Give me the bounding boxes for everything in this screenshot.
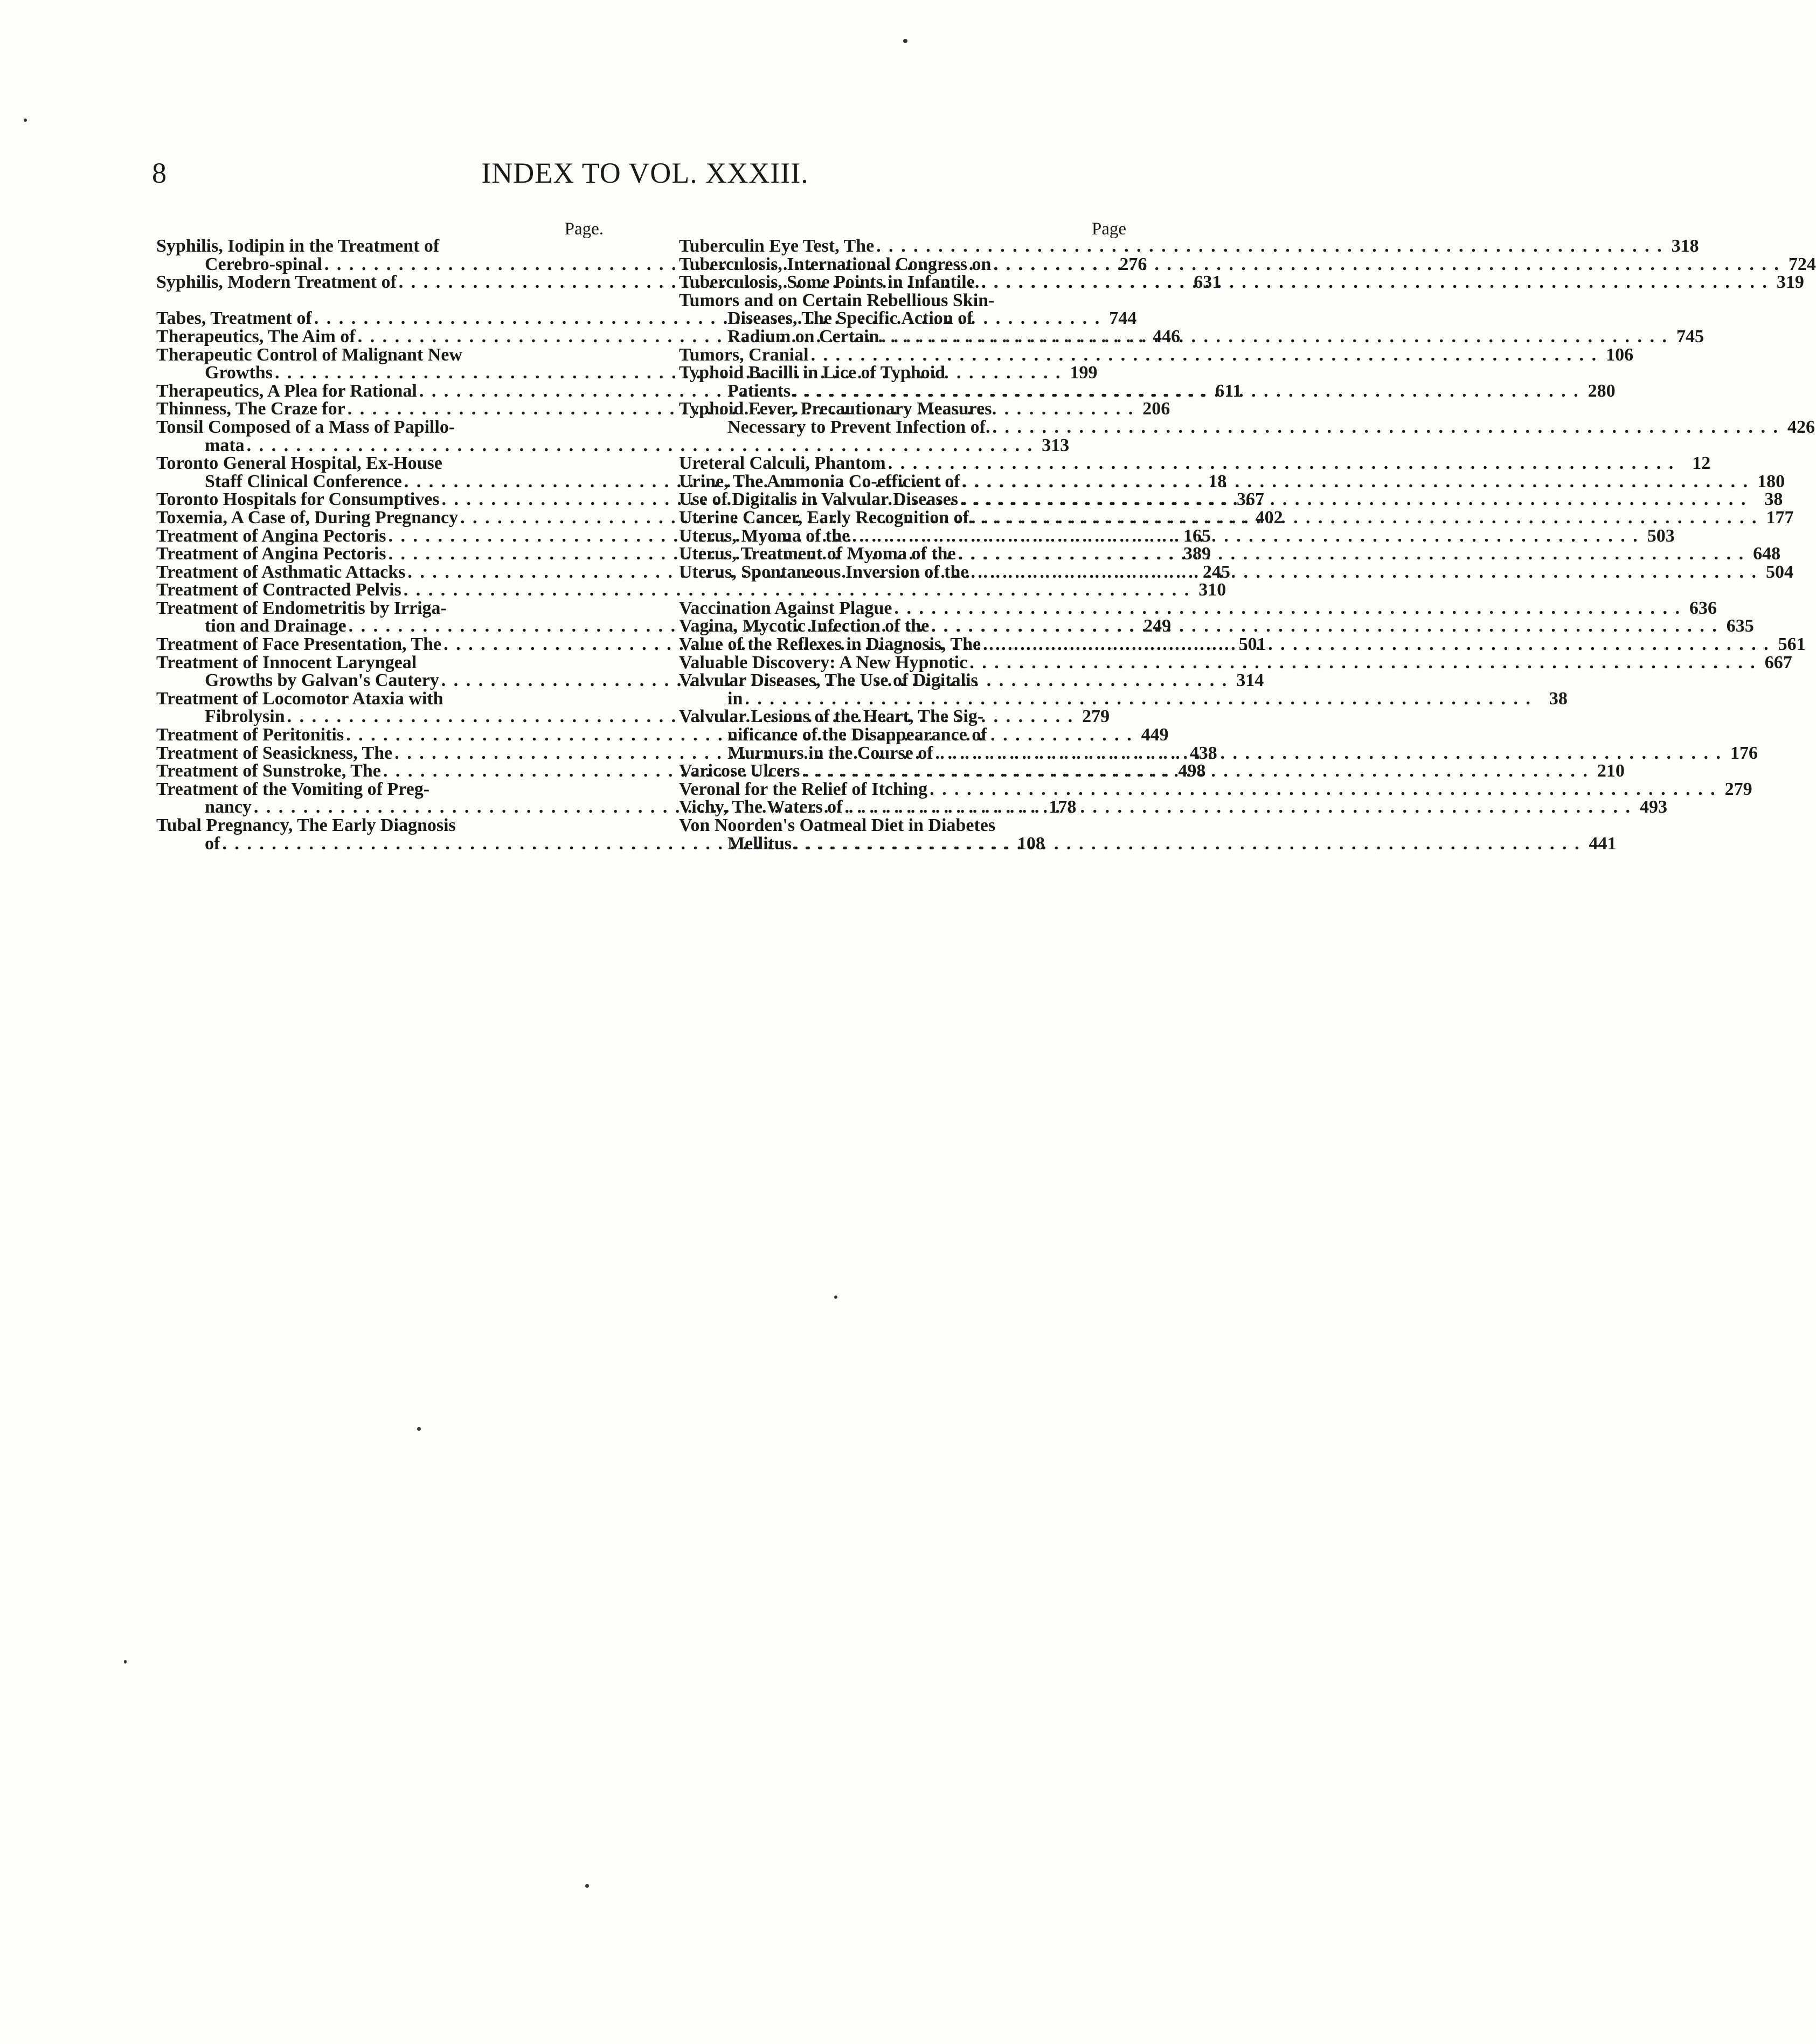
entry-text-line: nificance of the Disappearance of <box>727 725 987 745</box>
dot-leader <box>874 237 1666 255</box>
entry-text-line: Tumors and on Certain Rebellious Skin- <box>679 290 995 310</box>
dot-leader <box>886 454 1678 473</box>
scan-speck <box>417 1427 421 1431</box>
dot-leader <box>791 382 1582 400</box>
dot-leader <box>743 690 1534 708</box>
dot-leader <box>933 744 1725 763</box>
entry-page-number: 319 <box>1776 272 1804 293</box>
entry-page-number: 561 <box>1778 634 1806 655</box>
entry-text-line: Use of Digitalis in Valvular Diseases <box>679 489 958 510</box>
entry-text-line: Valvular Lesions of the Heart, The Sig- <box>679 706 984 727</box>
entry-page-number: 493 <box>1640 797 1667 817</box>
entry-page-number: 611 <box>1215 380 1242 401</box>
entry-text-line: Uterus, Treatment of Myoma of the <box>679 544 956 564</box>
scan-speck <box>124 1660 127 1664</box>
entry-page-number: 441 <box>1589 833 1617 854</box>
entry-text-line: Growths <box>205 363 273 383</box>
entry-page-number: 177 <box>1766 507 1794 528</box>
entry-page-number: 402 <box>1255 507 1283 528</box>
index-entry <box>156 580 1226 600</box>
entry-text-line: Ureteral Calculi, Phantom <box>679 453 886 474</box>
entry-page-number: 276 <box>1119 254 1147 274</box>
entry-text-line: Radium on Certain <box>727 326 879 347</box>
entry-text-line: Tumors, Cranial <box>679 344 809 365</box>
entry-page-number: 279 <box>1082 706 1110 727</box>
entry-text-line: Treatment of Angina Pectoris <box>156 525 386 546</box>
section-gap <box>679 581 1126 599</box>
entry-text-line: Toronto Hospitals for Consumptives <box>156 489 440 510</box>
entry-text-line: Toronto General Hospital, Ex-House <box>156 453 442 474</box>
entry-page-number: 12 <box>1692 453 1711 474</box>
entry-page-number: 314 <box>1236 670 1264 691</box>
entry-text-line: Tuberculin Eye Test, The <box>679 236 875 256</box>
entry-page-number: 446 <box>1153 326 1181 347</box>
dot-leader <box>850 527 1641 545</box>
entry-text-line: Mellitus <box>727 833 792 854</box>
entry-page-number: 724 <box>1788 254 1816 274</box>
entry-text-line: Typhoid Fever, Precautionary Measures <box>679 399 992 419</box>
index-entry <box>679 815 1617 854</box>
index-entry <box>679 471 1785 491</box>
entry-text-line: Tabes, Treatment of <box>156 308 312 329</box>
entry-text-line: in <box>727 688 743 709</box>
dot-leader <box>990 418 1782 436</box>
entry-text-line: Uterus, Spontaneous Inversion of the <box>679 562 969 582</box>
entry-page-number: 249 <box>1143 616 1172 636</box>
entry-text-line: Vagina, Mycotic Infection of the <box>679 616 930 636</box>
entry-page-number: 176 <box>1730 743 1758 763</box>
entry-text-line: Valvular Diseases, The Use of Digitalis <box>679 670 978 691</box>
entry-text-line: Urine, The Ammonia Co-efficient of <box>679 471 960 491</box>
entry-page-number: 648 <box>1753 544 1781 564</box>
entry-text-line: Treatment of Locomotor Ataxia with <box>156 688 443 709</box>
index-entry <box>679 453 1711 474</box>
entry-text-line: Valuable Discovery: A New Hypnotic <box>679 652 968 673</box>
index-entry <box>679 779 1752 799</box>
entry-page-number: 636 <box>1689 598 1717 618</box>
section-gap <box>679 436 1126 455</box>
entry-page-number: 635 <box>1726 616 1754 636</box>
page-column-heading: Page. <box>564 219 604 239</box>
entry-text-line: Von Noorden's Oatmeal Diet in Diabetes <box>679 815 996 835</box>
section-gap <box>156 292 604 310</box>
page-title: INDEX TO VOL. XXXIII. <box>481 157 809 189</box>
entry-text-line: nancy <box>205 797 252 817</box>
dot-leader <box>809 346 1600 364</box>
entry-text-line: Tuberculosis, Some Points in Infantile. <box>679 272 980 293</box>
entry-page-number: 206 <box>1142 399 1170 419</box>
entry-text-line: Vichy, The Waters of <box>679 797 843 817</box>
entry-text-line: Treatment of Contracted Pelvis <box>156 580 401 600</box>
entry-page-number: 318 <box>1671 236 1699 256</box>
entry-text-line: Fibrolysin <box>205 706 285 727</box>
entry-text-line: Uterine Cancer, Early Recognition of <box>679 507 969 528</box>
entry-text-line: Treatment of Face Presentation, The <box>156 634 442 655</box>
entry-page-number: 199 <box>1070 363 1098 383</box>
entry-text-line: Typhoid Bacilli in Lice of Typhoid <box>679 363 946 383</box>
entry-page-number: 165 <box>1183 525 1211 546</box>
entry-text-line: Vaccination Against Plague <box>679 598 892 618</box>
dot-leader <box>879 328 1671 346</box>
entry-text-line: Growths by Galvan's Cautery <box>205 670 439 691</box>
entry-text-line: Treatment of Innocent Laryngeal <box>156 652 417 673</box>
entry-page-number: 280 <box>1588 380 1616 401</box>
page-column-heading: Page <box>1091 219 1126 239</box>
entry-text-line: Cerebro-spinal <box>205 254 322 274</box>
entry-text-line: tion and Drainage <box>205 616 346 636</box>
entry-page-number: 38 <box>1764 489 1783 510</box>
entry-page-number: 178 <box>1049 797 1077 817</box>
entry-text-line: Treatment of the Vomiting of Preg- <box>156 779 430 799</box>
entry-page-number: 503 <box>1647 525 1675 546</box>
entry-text-line: Therapeutics, A Plea for Rational <box>156 380 417 401</box>
entry-text-line: Therapeutic Control of Malignant New <box>156 344 462 365</box>
dot-leader <box>991 255 1783 274</box>
index-entry <box>679 652 1792 673</box>
entry-text-line: Treatment of Seasickness, The <box>156 743 393 763</box>
index-entry <box>679 236 1699 256</box>
scan-speck <box>834 1295 837 1299</box>
index-entry <box>679 598 1717 618</box>
dot-leader <box>960 473 1752 491</box>
entry-text-line: Therapeutics, The Aim of <box>156 326 356 347</box>
entry-page-number: 449 <box>1141 725 1169 745</box>
index-entry <box>679 344 1634 365</box>
scan-speck <box>903 39 907 43</box>
dot-leader <box>969 509 1760 527</box>
entry-page-number: 504 <box>1765 562 1793 582</box>
entry-text-line: mata <box>205 435 245 455</box>
entry-page-number: 279 <box>1724 779 1752 799</box>
dot-leader <box>927 780 1719 799</box>
entry-page-number: 389 <box>1183 544 1211 564</box>
entry-text-line: Murmurs in the Course of <box>727 743 933 763</box>
entry-page-number: 310 <box>1198 580 1226 600</box>
entry-text-line: Staff Clinical Conference <box>205 471 402 491</box>
dot-leader <box>843 798 1634 816</box>
entry-page-number: 108 <box>1017 833 1045 854</box>
entry-text-line: Tonsil Composed of a Mass of Papillo- <box>156 417 455 437</box>
scan-speck <box>24 119 27 122</box>
entry-text-line: Necessary to Prevent Infection of. <box>727 417 990 437</box>
entry-page-number: 438 <box>1189 743 1217 763</box>
entry-page-number: 180 <box>1757 471 1785 491</box>
entry-page-number: 210 <box>1597 761 1625 781</box>
entry-page-number: 426 <box>1787 417 1815 437</box>
entry-page-number: 38 <box>1549 688 1568 709</box>
entry-text-line: of <box>205 833 220 854</box>
entry-text-line: Diseases, The Specific Action of <box>727 308 973 329</box>
index-entry <box>679 797 1667 817</box>
entry-page-number: 106 <box>1606 344 1634 365</box>
dot-leader <box>792 835 1583 853</box>
page-number: 8 <box>152 157 167 189</box>
dot-leader <box>979 273 1771 292</box>
entry-text-line: Veronal for the Relief of Itching <box>679 779 928 799</box>
entry-text-line: Treatment of Asthmatic Attacks <box>156 562 406 582</box>
dot-leader <box>981 635 1772 654</box>
entry-text-line: Treatment of Angina Pectoris <box>156 544 386 564</box>
entry-page-number: 745 <box>1676 326 1704 347</box>
dot-leader <box>956 545 1748 563</box>
entry-text-line: Syphilis, Iodipin in the Treatment of <box>156 236 440 256</box>
dot-leader <box>967 654 1759 672</box>
entry-page-number: 631 <box>1194 272 1222 293</box>
entry-text-line: Treatment of Endometritis by Irriga- <box>156 598 447 618</box>
entry-page-number: 744 <box>1109 308 1137 329</box>
entry-text-line: Treatment of Peritonitis <box>156 725 344 745</box>
dot-leader <box>800 762 1591 780</box>
entry-text-line: Uterus, Myoma of the <box>679 525 850 546</box>
entry-page-number: 501 <box>1238 634 1266 655</box>
dot-leader <box>968 563 1760 581</box>
entry-text-line: Tuberculosis, International Congress on <box>679 254 992 274</box>
entry-page-number: 367 <box>1237 489 1265 510</box>
entry-text-line: Treatment of Sunstroke, The <box>156 761 381 781</box>
dot-leader <box>929 617 1721 635</box>
entry-text-line: Syphilis, Modern Treatment of <box>156 272 397 293</box>
entry-text-line: Varicose Ulcers <box>679 761 800 781</box>
entry-text-line: Tubal Pregnancy, The Early Diagnosis <box>156 815 456 835</box>
scan-speck <box>585 1884 589 1888</box>
dot-leader <box>892 599 1683 618</box>
entry-page-number: 18 <box>1208 471 1227 491</box>
entry-text-line: Toxemia, A Case of, During Pregnancy <box>156 507 459 528</box>
dot-leader <box>958 490 1750 509</box>
entry-text-line: Thinness, The Craze for <box>156 399 345 419</box>
entry-text-line: Patients <box>727 380 791 401</box>
entry-page-number: 667 <box>1764 652 1792 673</box>
entry-page-number: 245 <box>1202 562 1230 582</box>
entry-page-number: 498 <box>1178 761 1206 781</box>
entry-text-line: Value of the Reflexes in Diagnosis, The <box>679 634 981 655</box>
entry-page-number: 313 <box>1042 435 1070 455</box>
